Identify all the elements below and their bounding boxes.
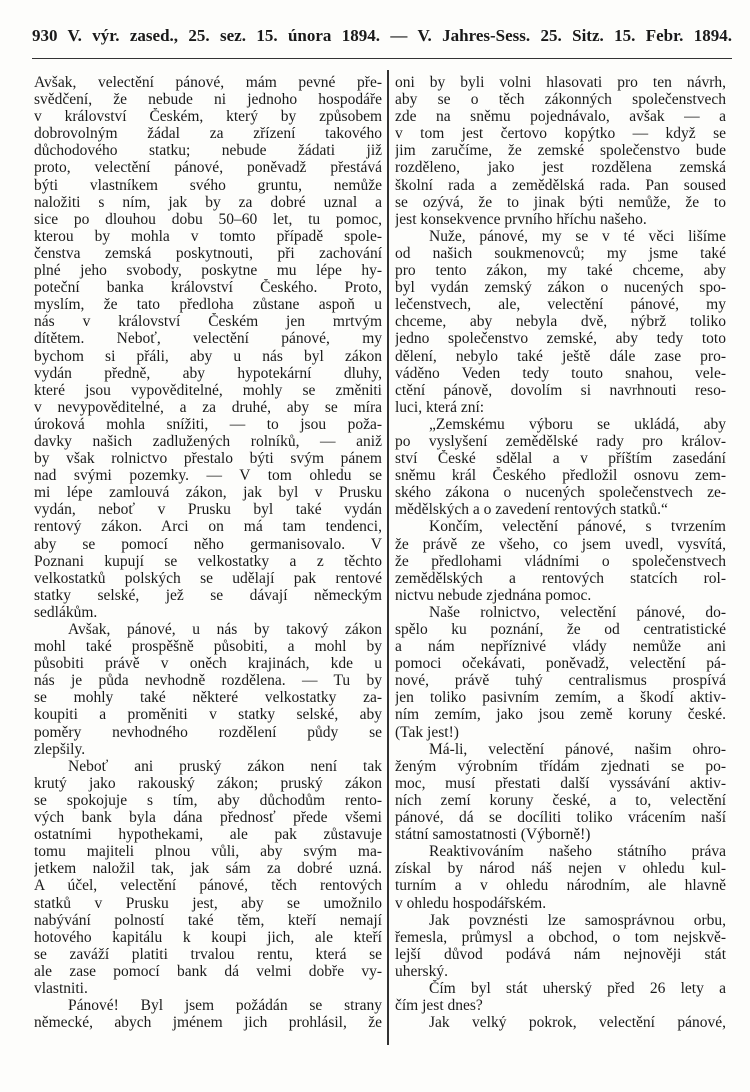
text-line: ním zemím, jako jsou země koruny české.: [395, 706, 726, 724]
text-line: ctění pánově, dovolím si navrhnouti reso-: [395, 381, 726, 399]
text-line: lejší důvod podává nám nejnověji stát: [395, 945, 726, 963]
text-line: A účel, velectění pánové, těch rentových: [34, 877, 382, 895]
text-line: krutý jako rakouský zákon; pruský zákon: [34, 774, 382, 792]
text-line: luci, která zní:: [395, 398, 485, 416]
text-line: nás v království Českém jen mrtvým: [34, 313, 382, 331]
text-line: se mohly také některé velkostatky za-: [34, 689, 382, 707]
paragraph: [395, 912, 726, 980]
text-line: Končím, velectění pánové, s tvrzením: [429, 518, 726, 536]
paragraph: [395, 74, 726, 228]
text-line: úroková mohla snížiti, — to jsou poža-: [34, 415, 382, 433]
text-line: davky našich zadlužených rolníků, — aniž: [34, 432, 382, 450]
text-line: váděno Veden tedy touto snahou, vele-: [395, 364, 726, 382]
paragraph: [395, 1014, 726, 1031]
text-line: aby se pomocí něho germanisovalo. V: [34, 535, 382, 553]
text-line: státní samostatnosti (Výborně!): [395, 826, 591, 844]
text-line: působiti právě v oněch krajinách, kde u: [34, 655, 382, 673]
text-line: nictvu nebude zjednána pomoc.: [395, 586, 592, 604]
text-line: rozděleno, jako jest rozdělena zemská: [395, 159, 726, 177]
text-line: poměry nevhodného rozdělení půdy se: [34, 723, 382, 741]
paragraph: [34, 997, 382, 1031]
text-line: dobrovolným žádal za zřízení takového: [34, 125, 382, 143]
text-line: ženým výrobním třídám zjednati se po-: [395, 757, 726, 775]
text-line: poteční banka království Českého. Proto,: [34, 279, 382, 297]
text-line: jest konsekvence prvního hříchu našeho.: [395, 210, 647, 228]
text-line: nové, právě tuhý centralismus prospívá: [395, 672, 726, 690]
text-line: získal by národ náš nejen v ohledu kul-: [395, 860, 726, 878]
text-line: nabývání polností také těm, kteří nemají: [34, 911, 382, 929]
text-line: vých bank byla dána přednosť přede všemi: [34, 809, 382, 827]
text-line: se spokojuje s tím, aby důchodům rento-: [34, 791, 382, 809]
paragraph: [34, 74, 382, 621]
right-column: [395, 74, 726, 1031]
text-line: jim zaručíme, že zemské společenstvo bude: [395, 142, 726, 160]
text-line: čenstva zemská poskytnouti, při zachování: [34, 244, 382, 262]
text-line: sedlákům.: [34, 603, 98, 621]
text-line: turním a v ohledu národním, ale hlavně: [395, 877, 726, 895]
text-line: mědělských a o zavedení rentových statků.“: [395, 501, 668, 519]
text-line: že předlohami vládními o společenstvech: [395, 552, 726, 570]
left-column: [34, 74, 382, 1031]
text-line: v království Českém, který by způsobem: [34, 108, 382, 126]
text-line: Jak velký pokrok, velectění pánové,: [429, 1014, 726, 1032]
text-line: byl vydán zemský zákon o nucených spo-: [395, 279, 726, 297]
page-header: 930 V. výr. zased., 25. sez. 15. února 1894. — V. Jahres-Sess. 25. Sitz. 15. Febr. 1894.: [32, 26, 732, 59]
text-line: Neboť ani pruský zákon není tak: [68, 757, 382, 775]
text-line: se zaváží platiti trvalou rentu, která se: [34, 945, 382, 963]
text-line: německé, abych jménem jich prohlásil, že: [34, 1014, 382, 1032]
text-line: velkostatků polských se udělají pak rentové: [34, 569, 382, 587]
text-line: Má-li, velectění pánové, našim ohro-: [429, 740, 726, 758]
text-line: sice po dlouhou dobu 50–60 let, tu pomoc,: [34, 210, 382, 228]
text-line: pánové, dá se docíliti toliko vrácením naší: [395, 809, 726, 827]
text-line: důchodového statku; nebude žádati již: [34, 142, 382, 160]
paragraph: [395, 228, 726, 416]
text-line: že právě ze všeho, co jsem uvedl, vysvítá,: [395, 535, 726, 553]
paragraph: [34, 621, 382, 758]
text-line: Avšak, velectění pánové, mám pevné pře-: [34, 74, 382, 91]
text-line: lečenstvech, ale, velectění pánové, my: [395, 296, 726, 314]
text-line: rentový zákon. Arci on má tam tendenci,: [34, 518, 382, 536]
paragraph: [395, 843, 726, 911]
paragraph: [34, 758, 382, 997]
text-line: aby se o těch zákonných společenstvech: [395, 91, 726, 109]
text-line: mohl také prospěšně působiti, a mohl by: [34, 638, 382, 656]
text-line: koupiti a proměniti v statky selské, aby: [34, 706, 382, 724]
text-line: vydán, neboť v Prusku byl také vydán: [34, 501, 382, 519]
text-line: Reaktivováním našeho státního práva: [429, 843, 726, 861]
text-line: Avšak, pánové, u nás by takový zákon: [68, 621, 382, 638]
paragraph: [395, 741, 726, 844]
text-line: moc, musí přestati další vyssávání aktiv-: [395, 774, 726, 792]
text-line: myslím, že tato předloha zůstane aspoň u: [34, 296, 382, 314]
text-line: (Tak jest!): [395, 723, 459, 741]
text-line: a nám nepříznivé vlády nemůže ani: [395, 638, 726, 656]
text-line: vydán předně, aby hypotekární dluhy,: [34, 364, 382, 382]
text-line: řemesla, průmysl a obchod, o tom nejskvě-: [395, 928, 726, 946]
text-line: svědčení, že nebude ni jednoho hospodáře: [34, 91, 382, 109]
text-line: mi lépe zamlouvá zákon, jak byl v Prusku: [34, 484, 382, 502]
text-line: statků v Prusku jest, aby se umožnilo: [34, 894, 382, 912]
text-line: chceme, aby nebyla dvě, nýbrž toliko: [395, 313, 726, 331]
text-line: by však rolnictvo přestalo býti svým pánem: [34, 450, 382, 468]
text-line: pro tento zákon, my také chceme, aby: [395, 262, 726, 280]
text-line: zde na sněmu pojednávalo, avšak — a: [395, 108, 726, 126]
text-line: Čím byl stát uherský před 26 lety a: [429, 979, 726, 997]
text-line: bychom si přáli, aby u nás byl zákon: [34, 347, 382, 365]
text-line: plné jeho svobody, poskytne mu lépe hy-: [34, 262, 382, 280]
text-line: býti vlastníkem svého gruntu, nemůže: [34, 176, 382, 194]
text-line: se ozývá, že to jinak býti nemůže, že to: [395, 193, 726, 211]
text-line: zlepšily.: [34, 740, 86, 758]
text-line: sněmu král Českého předložil osnovu zem-: [395, 467, 726, 485]
text-line: čím jest dnes?: [395, 997, 483, 1015]
text-line: tomu majiteli plnou vůli, aby svým ma-: [34, 843, 382, 861]
text-line: Nuže, pánové, my se v té věci lišíme: [429, 227, 726, 245]
text-line: pomoci očekávati, poněvadž, velectění pá-: [395, 655, 726, 673]
text-line: ních zemí koruny české, a to, velectění: [395, 791, 726, 809]
text-line: nás je půda nevhodně rozdělena. — Tu by: [34, 672, 382, 690]
text-line: dělení, nebylo také ještě dále zase pro-: [395, 347, 726, 365]
text-line: v nevypověditelné, a za druhé, aby se míra: [34, 398, 382, 416]
paragraph: [395, 518, 726, 603]
text-line: v tom jest čertovo kopýtko — když se: [395, 125, 726, 143]
text-line: jen toliko pasivním zemím, a škodí aktiv-: [395, 689, 726, 707]
text-line: nad svými pozemky. — V tom ohledu se: [34, 467, 382, 485]
paragraph: [395, 604, 726, 741]
text-line: po vyslyšení zemědělské rady pro králov-: [395, 432, 726, 450]
text-line: jedno společenstvo zemské, aby tedy toto: [395, 330, 726, 348]
text-line: ského zákona o nucených společenstvech ze-: [395, 484, 726, 502]
text-line: statky selské, jež se dávají německým: [34, 586, 382, 604]
text-line: Pánové! Byl jsem požádán se strany: [68, 997, 382, 1015]
text-line: kterou by mohla v tomto případě spole-: [34, 227, 382, 245]
text-line: oni by byli volni hlasovati pro ten návrh,: [395, 74, 726, 91]
text-line: hotového kapitálu k koupi jich, ale kteří: [34, 928, 382, 946]
text-line: Poznani kupují se velkostatky a z těchto: [34, 552, 382, 570]
text-line: Naše rolnictvo, velectění pánové, do-: [429, 603, 726, 621]
text-line: Jak povznésti lze samosprávnou orbu,: [429, 911, 726, 929]
text-line: proto, velectění pánové, poněvadž přestává: [34, 159, 382, 177]
text-line: naložiti s ním, jak by za dobré uznal a: [34, 193, 382, 211]
text-line: „Zemskému výboru se ukládá, aby: [429, 415, 726, 433]
text-line: spělo ku poznání, že od centratistické: [395, 621, 726, 638]
text-line: dítětem. Neboť, velectění pánové, my: [34, 330, 382, 348]
text-line: vlastniti.: [34, 979, 88, 997]
text-line: školní rada a zemědělská rada. Pan soused: [395, 176, 726, 194]
text-line: uherský.: [395, 962, 448, 980]
text-line: od našich soukmenovců; my jsme také: [395, 244, 726, 262]
text-line: které jsou vypověditelné, mohly se změniti: [34, 381, 382, 399]
text-line: zemědělských a rentových statcích rol-: [395, 569, 726, 587]
column-divider: [387, 70, 389, 1045]
text-line: ostatními hypothekami, ale pak zůstavuje: [34, 826, 382, 844]
text-line: jetkem naložil tak, jak sám za dobré uzná.: [34, 860, 382, 878]
text-line: ale zase pomocí bank dá velmi dobře vy-: [34, 962, 382, 980]
text-line: ství České sdělal a v příštím zasedání: [395, 450, 726, 468]
paragraph: [395, 980, 726, 1014]
text-line: v ohledu hospodářském.: [395, 894, 547, 912]
paragraph: [395, 416, 726, 519]
